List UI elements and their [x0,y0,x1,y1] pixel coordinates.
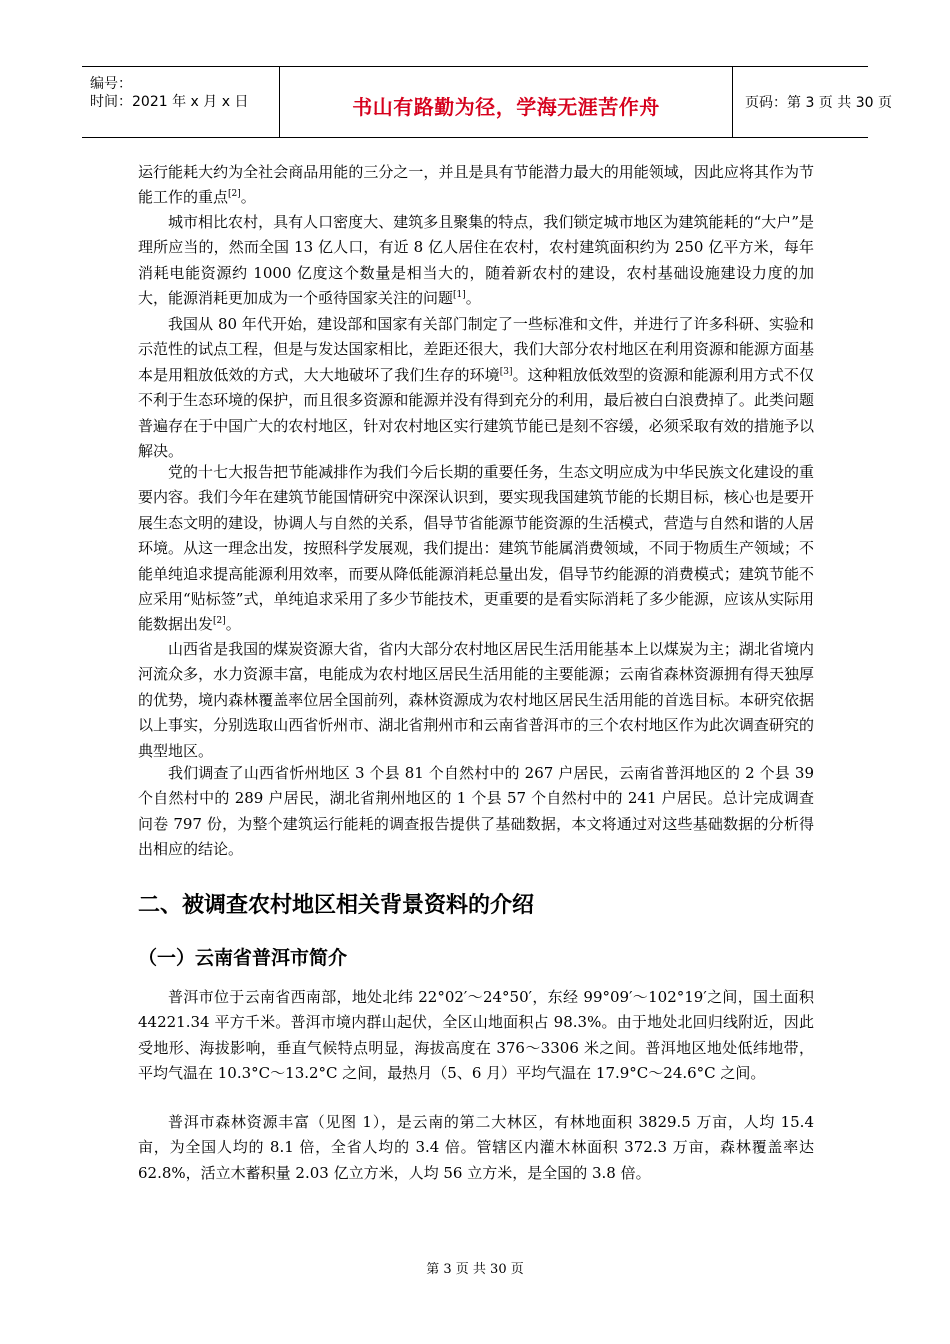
citation-ref: [2] [213,616,226,627]
header-motto: 书山有路勤为径，学海无涯苦作舟 [352,95,660,119]
paragraph-5: 山西省是我国的煤炭资源大省，省内大部分农村地区居民生活用能基本上以煤炭为主；湖北省境内河流众多，水力资源丰富，电能成为农村地区居民生活用能的主要能源；云南省森林资源拥有得天独厚的优势，境内森林覆盖率位居全国前列，森林资源成为农村地区居民生活用能的首选目标。本研究依据以上事实，分别选取山西省忻州市、湖北省荆州市和云南省普洱市的三个农村地区作为此次调查研究的典型地区。 [138,640,814,760]
doc-date-label: 时间：2021 年 x 月 x 日 [90,94,249,110]
section-heading: 二、被调查农村地区相关背景资料的介绍 [138,893,535,918]
paragraph-8: 普洱市森林资源丰富（见图 1），是云南的第二大林区，有林地面积 3829.5 万亩，人均 15.4 亩，为全国人均的 8.1 倍，全省人均的 3.4 倍。管辖区内灌木林面积 372.3 万亩，森林覆盖率达 62.8%，活立木蓄积量 2.03 亿立方米，人均 56 立方米，是全国的 3.8 倍。 [138,1113,814,1182]
subsection-heading: （一）云南省普洱市简介 [138,947,348,969]
paragraph-3: 我国从 80 年代开始，建设部和国家有关部门制定了一些标准和文件，并进行了许多科研、实验和示范性的试点工程，但是与发达国家相比，差距还很大，我们大部分农村地区在利用资源和能源方面基本是用粗放低效的方式，大大地破坏了我们生存的环境[3]。这种粗放低效型的资源和能源利用方式不仅不利于生态环境的保护，而且很多资源和能源并没有得到充分的利用，最后被白白浪费掉了。此类问题普遍存在于中国广大的农村地区，针对农村地区实行建筑节能已是刻不容缓，必须采取有效的措施予以解决。 [138,315,814,461]
paragraph-2: 城市相比农村，具有人口密度大、建筑多且聚集的特点，我们锁定城市地区为建筑能耗的“大户”是理所应当的，然而全国 13 亿人口，有近 8 亿人居住在农村，农村建筑面积约为 250 亿平方米，每年消耗电能资源约 1000 亿度这个数量是相当大的，随着新农村的建设，农村基础设施建设力度的加大，能源消耗更加成为一个亟待国家关注的问题[1]。 [138,213,814,308]
citation-ref: [1] [453,290,466,301]
doc-code-label: 编号： [90,76,132,92]
paragraph-1: 运行能耗大约为全社会商品用能的三分之一，并且是具有节能潜力最大的用能领域，因此应将其作为节能工作的重点[2]。 [138,163,814,207]
paragraph-4: 党的十七大报告把节能减排作为我们今后长期的重要任务，生态文明应成为中华民族文化建设的重要内容。我们今年在建筑节能国情研究中深深认识到，要实现我国建筑节能的长期目标，核心也是要开展生态文明的建设，协调人与自然的关系，倡导节省能源节能资源的生活模式，营造与自然和谐的人居环境。从这一理念出发，按照科学发展观，我们提出：建筑节能属消费领域，不同于物质生产领域；不能单纯追求提高能源利用效率，而要从降低能源消耗总量出发，倡导节约能源的消费模式；建筑节能不应采用“贴标签”式，单纯追求采用了多少节能技术，更重要的是看实际消耗了多少能源，应该从实际用能数据出发[2]。 [138,463,814,634]
paragraph-7: 普洱市位于云南省西南部，地处北纬 22°02′～24°50′，东经 99°09′～102°19′之间，国土面积 44221.34 平方千米。普洱市境内群山起伏，全区山地面积占 98.3%。由于地处北回归线附近，因此受地形、海拔影响，垂直气候特点明显，海拔高度在 376～3306 米之间。普洱地区地处低纬地带，平均气温在 10.3°C～13.2°C 之间，最热月（5、6 月）平均气温在 17.9°C～24.6°C 之间。 [138,988,814,1083]
citation-ref: [2] [228,189,241,200]
page-header [82,66,892,138]
header-meta-cell [82,67,280,137]
citation-ref: [3] [499,366,513,377]
header-motto-cell [280,67,733,137]
header-page-cell [733,67,892,137]
header-page-info: 页码：第 3 页 共 30 页 [745,95,892,111]
paragraph-6: 我们调查了山西省忻州地区 3 个县 81 个自然村中的 267 户居民，云南省普洱地区的 2 个县 39 个自然村中的 289 户居民，湖北省荆州地区的 1 个县 57 个自然村中的 241 户居民。总计完成调查问卷 797 份，为整个建筑运行能耗的调查报告提供了基础数据，本文将通过对这些基础数据的分析得出相应的结论。 [138,764,814,859]
page-footer: 第 3 页 共 30 页 [426,1262,524,1277]
